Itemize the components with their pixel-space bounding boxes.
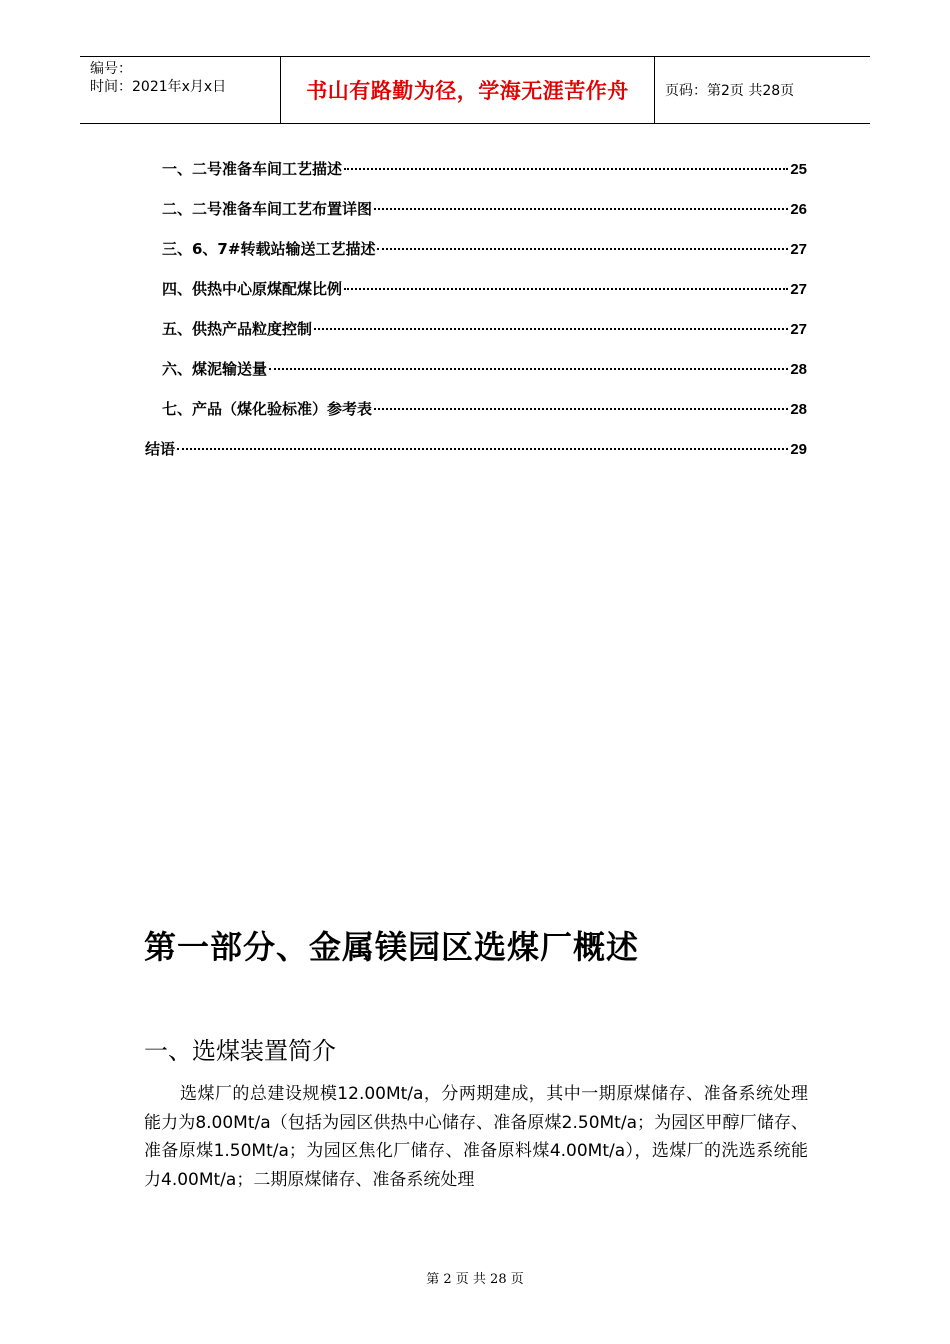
toc-entry[interactable] xyxy=(145,158,807,198)
toc-entry[interactable] xyxy=(145,238,807,278)
toc-entry-label: 七、产品（煤化验标准）参考表 xyxy=(162,400,373,418)
toc-entry[interactable] xyxy=(145,398,807,438)
toc-entry-label: 五、供热产品粒度控制 xyxy=(162,320,313,338)
toc-entry-page: 28 xyxy=(790,361,807,378)
header-page-info: 页码：第2页 共28页 xyxy=(665,83,795,99)
toc-entry-page: 29 xyxy=(790,441,807,458)
toc-entry-page: 27 xyxy=(790,281,807,298)
part-title: 第一部分、金属镁园区选煤厂概述 xyxy=(144,928,640,966)
header-motto: 书山有路勤为径，学海无涯苦作舟 xyxy=(281,57,655,123)
table-of-contents xyxy=(145,158,807,478)
toc-entry[interactable] xyxy=(145,358,807,398)
toc-entry-page: 26 xyxy=(790,201,807,218)
toc-entry-label: 三、6、7#转载站输送工艺描述 xyxy=(162,240,376,258)
header-meta xyxy=(80,57,281,123)
toc-leader-dots xyxy=(374,208,788,210)
toc-leader-dots xyxy=(344,168,788,170)
toc-leader-dots xyxy=(377,248,788,250)
toc-entry-page: 28 xyxy=(790,401,807,418)
toc-leader-dots xyxy=(269,368,788,370)
toc-leader-dots xyxy=(374,408,788,410)
toc-entry-label: 二、二号准备车间工艺布置详图 xyxy=(162,200,373,218)
toc-leader-dots xyxy=(177,448,788,450)
toc-leader-dots xyxy=(344,288,788,290)
document-number-label: 编号： xyxy=(90,61,132,77)
toc-entry-label: 结语 xyxy=(145,440,176,458)
toc-leader-dots xyxy=(314,328,788,330)
toc-entry[interactable] xyxy=(145,198,807,238)
toc-entry-page: 27 xyxy=(790,241,807,258)
toc-entry-page: 27 xyxy=(790,321,807,338)
section-title: 一、选煤装置简介 xyxy=(144,1037,336,1065)
toc-entry-label: 六、煤泥输送量 xyxy=(162,360,268,378)
page-header xyxy=(80,56,870,124)
toc-entry[interactable] xyxy=(145,278,807,318)
toc-entry-label: 四、供热中心原煤配煤比例 xyxy=(162,280,343,298)
body-paragraph: 选煤厂的总建设规模12.00Mt/a，分两期建成，其中一期原煤储存、准备系统处理能力为8.00Mt/a（包括为园区供热中心储存、准备原煤2.50Mt/a；为园区甲醇厂储存、准备原煤1.50Mt/a；为园区焦化厂储存、准备原料煤4.00Mt/a），选煤厂的洗选系统能力4.00Mt/a；二期原煤储存、准备系统处理 xyxy=(144,1084,808,1190)
toc-entry-label: 一、二号准备车间工艺描述 xyxy=(162,160,343,178)
document-date: 时间：2021年x月x日 xyxy=(90,79,227,95)
toc-entry[interactable] xyxy=(145,438,807,478)
toc-entry-page: 25 xyxy=(790,161,807,178)
page-footer: 第 2 页 共 28 页 xyxy=(426,1272,524,1287)
toc-entry[interactable] xyxy=(145,318,807,358)
